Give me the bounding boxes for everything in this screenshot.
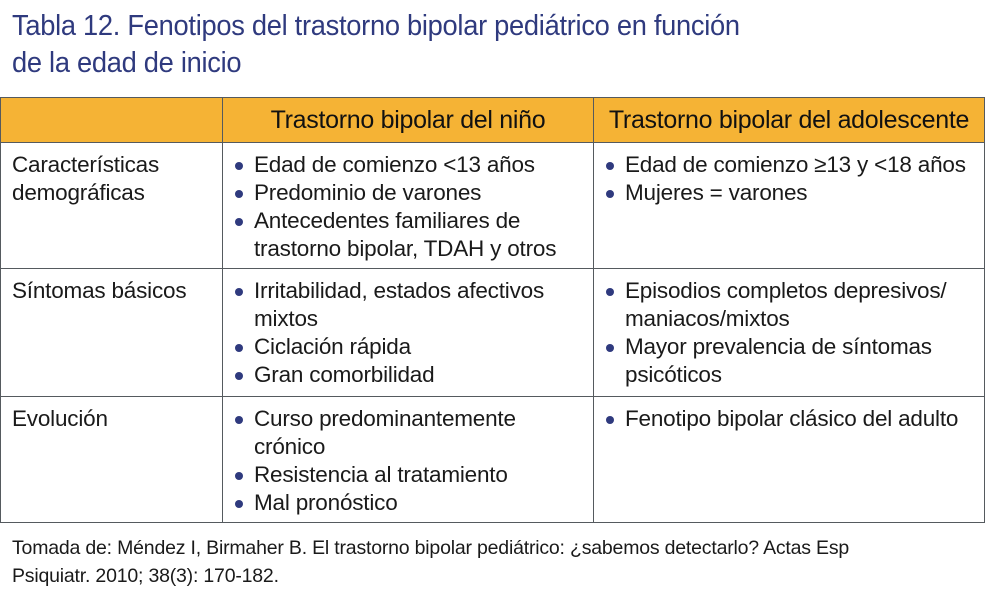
source-line-1: Tomada de: Méndez I, Birmaher B. El trastorno bipolar pediátrico: ¿sabemos detectarlo? Actas Esp xyxy=(12,537,850,559)
child-cell xyxy=(223,269,594,397)
child-cell xyxy=(223,397,594,523)
source-line-2: Psiquiatr. 2010; 38(3): 170-182. xyxy=(12,565,279,587)
list-item-text: Resistencia al tratamiento xyxy=(254,462,508,487)
bullet-icon xyxy=(606,190,614,198)
bullet-icon xyxy=(606,288,614,296)
row-label-line: Características xyxy=(12,152,160,177)
child-cell xyxy=(223,143,594,269)
list-item-text: Predominio de varones xyxy=(254,180,482,205)
list-item xyxy=(604,277,978,333)
header-cell-empty xyxy=(1,98,223,143)
list-item-text: Mayor prevalencia de síntomas psicóticos xyxy=(625,334,932,387)
bullet-icon xyxy=(606,162,614,170)
list-item-text: Fenotipo bipolar clásico del adulto xyxy=(625,406,959,431)
bullet-icon xyxy=(235,416,243,424)
list-item-text: Mal pronóstico xyxy=(254,490,398,515)
table-row xyxy=(1,269,985,397)
table-title xyxy=(12,8,914,82)
list-item-text: Ciclación rápida xyxy=(254,334,411,359)
row-label-line: Síntomas básicos xyxy=(12,278,187,303)
source-citation xyxy=(12,534,972,590)
header-cell-child: Trastorno bipolar del niño xyxy=(223,98,594,143)
phenotype-table xyxy=(0,97,985,523)
list-item-text: Antecedentes familiares de trastorno bipolar, TDAH y otros xyxy=(254,208,557,261)
list-item xyxy=(233,361,587,389)
row-label-cell xyxy=(1,269,223,397)
row-label-line: demográficas xyxy=(12,180,145,205)
bullet-icon xyxy=(235,344,243,352)
bullet-icon xyxy=(235,162,243,170)
list-item xyxy=(233,489,587,517)
row-label-line: Evolución xyxy=(12,406,108,431)
list-item xyxy=(233,405,587,461)
bullet-icon xyxy=(606,416,614,424)
row-label-cell xyxy=(1,397,223,523)
bullet-icon xyxy=(606,344,614,352)
table-title-line-2: de la edad de inicio xyxy=(12,47,242,79)
list-item-text: Episodios completos depresivos/ maniacos/mixtos xyxy=(625,278,947,331)
list-item xyxy=(604,333,978,389)
header-cell-adolescent: Trastorno bipolar del adolescente xyxy=(594,98,985,143)
list-item xyxy=(233,207,587,263)
list-item xyxy=(233,277,587,333)
list-item xyxy=(233,461,587,489)
table-title-line-1: Tabla 12. Fenotipos del trastorno bipolar pediátrico en función xyxy=(12,10,740,42)
list-item-text: Edad de comienzo <13 años xyxy=(254,152,535,177)
bullet-icon xyxy=(235,500,243,508)
bullet-icon xyxy=(235,190,243,198)
list-item-text: Edad de comienzo ≥13 y <18 años xyxy=(625,152,966,177)
bullet-icon xyxy=(235,472,243,480)
list-item-text: Curso predominantemente crónico xyxy=(254,406,516,459)
table-row xyxy=(1,143,985,269)
adolescent-cell xyxy=(594,269,985,397)
adolescent-cell xyxy=(594,143,985,269)
list-item xyxy=(604,151,978,179)
list-item-text: Mujeres = varones xyxy=(625,180,808,205)
list-item-text: Irritabilidad, estados afectivos mixtos xyxy=(254,278,545,331)
row-label-cell xyxy=(1,143,223,269)
table-row xyxy=(1,397,985,523)
bullet-icon xyxy=(235,372,243,380)
bullet-icon xyxy=(235,218,243,226)
list-item xyxy=(233,179,587,207)
table-header-row xyxy=(1,98,985,143)
list-item-text: Gran comorbilidad xyxy=(254,362,435,387)
list-item xyxy=(604,179,978,207)
list-item xyxy=(233,333,587,361)
adolescent-cell xyxy=(594,397,985,523)
bullet-icon xyxy=(235,288,243,296)
list-item xyxy=(604,405,978,433)
list-item xyxy=(233,151,587,179)
